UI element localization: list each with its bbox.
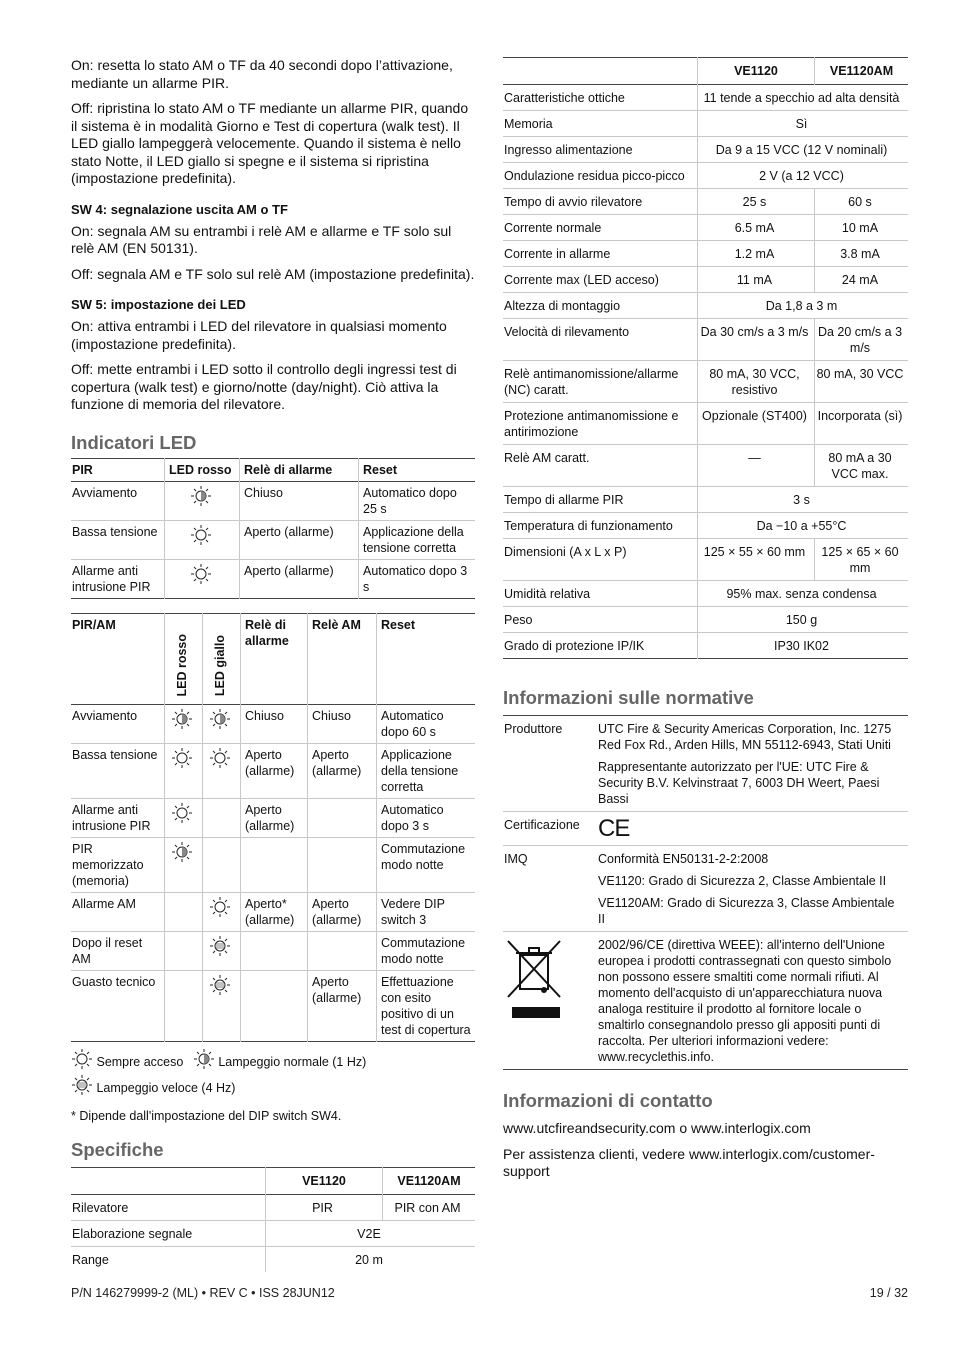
spec-value: 125 × 65 × 60 mm [815, 539, 909, 581]
spec-label: Peso [503, 607, 698, 633]
alarm-cell: Aperto (allarme) [241, 743, 308, 798]
ve1120am-col-header: VE1120AM [815, 58, 909, 85]
eu-representative: Rappresentante autorizzato per l'UE: UTC Fire & Security B.V. Kelvinstraat 7, 6003 DH Weert, Paesi Bassi [598, 760, 880, 806]
am-cell: Aperto (allarme) [308, 743, 377, 798]
sw5-off-text: Off: mette entrambi i LED sotto il controllo degli ingressi test di copertura (walk test) e giorno/notte (day/night). Ciò attiva la funzione di memoria del rilevatore. [71, 361, 457, 412]
table-row [71, 931, 475, 970]
table-row [503, 215, 908, 241]
led-legend [71, 1048, 475, 1100]
alarm-relay-col-header: Relè di allarme [240, 458, 359, 481]
spec-value: 3 s [698, 487, 909, 513]
led-normal-blink-icon [193, 1048, 215, 1070]
row-label: Bassa tensione [71, 520, 165, 559]
spec-value: 80 mA, 30 VCC [815, 361, 909, 403]
relay-cell: Chiuso [240, 481, 359, 520]
alarm-cell [241, 837, 308, 892]
row-label: Allarme anti intrusione PIR [71, 798, 165, 837]
table-row [71, 798, 475, 837]
alarm-cell [241, 931, 308, 970]
spec-value: 11 tende a specchio ad alta densità [698, 85, 909, 111]
table-row [503, 403, 908, 445]
ve1120-col-header: VE1120 [266, 1168, 383, 1195]
am-cell [308, 931, 377, 970]
sw4-title: SW 4: segnalazione uscita AM o TF [71, 201, 288, 217]
reset-cell: Automatico dopo 60 s [377, 704, 476, 743]
spec-heading: Specifiche [71, 1139, 164, 1160]
sw4-off-text: Off: segnala AM e TF solo sul relè AM (impostazione predefinita). [71, 265, 475, 282]
norm-heading: Informazioni sulle normative [503, 687, 754, 708]
am-cell: Aperto (allarme) [308, 970, 377, 1041]
left-column [71, 57, 475, 1272]
table-row [503, 487, 908, 513]
table-row [503, 137, 908, 163]
spec-value: Da −10 a +55°C [698, 513, 909, 539]
ve1120am-col-header: VE1120AM [383, 1168, 476, 1195]
sw3-off-text: Off: ripristina lo stato AM o TF mediante un allarme PIR, quando il sistema è in modalità Giorno e Test di copertura (walk test). Il LED giallo lampeggerà velocemente. Quando il sistema è nello stato Notte, il LED giallo si spegne e il sistema si ripristina (impostazione predefinita). [71, 100, 469, 186]
spec-value: Opzionale (ST400) [698, 403, 815, 445]
alarm-cell: Aperto (allarme) [241, 798, 308, 837]
table-row [71, 970, 475, 1041]
am-relay-col-header: Relè AM [308, 613, 377, 704]
ce-mark-icon: CE [598, 815, 630, 842]
contact-websites[interactable]: www.utcfireandsecurity.com o www.interlogix.com [503, 1120, 811, 1136]
spec-value: 150 g [698, 607, 909, 633]
table-row [503, 445, 908, 487]
table-row [71, 1221, 475, 1247]
spec-label: Relè AM caratt. [503, 445, 698, 487]
imq-ve1120am: VE1120AM: Grado di Sicurezza 3, Classe Ambientale II [598, 896, 895, 926]
imq-label: IMQ [503, 846, 594, 932]
led-steady-icon [171, 747, 193, 769]
weee-bin-icon [504, 937, 566, 1023]
producer-address: UTC Fire & Security Americas Corporation, Inc. 1275 Red Fox Rd., Arden Hills, MN 55112-6943, Stati Uniti [598, 722, 892, 752]
spec-label: Grado di protezione IP/IK [504, 639, 645, 653]
row-label: Bassa tensione [71, 743, 165, 798]
spec-value: 2 V (a 12 VCC) [698, 163, 909, 189]
table-row [503, 513, 908, 539]
spec-value: 1.2 mA [698, 241, 815, 267]
table-row [503, 539, 908, 581]
spec-value: 3.8 mA [815, 241, 909, 267]
row-label: Allarme AM [71, 892, 165, 931]
spec-label: Relè antimanomissione/allarme (NC) caratt. [503, 361, 698, 403]
norm-table [503, 715, 908, 1070]
imq-conformity: Conformità EN50131-2-2:2008 [598, 852, 769, 866]
row-label: Avviamento [71, 704, 165, 743]
table-row [503, 241, 908, 267]
spec-label: Elaborazione segnale [71, 1221, 266, 1247]
spec-value: 125 × 55 × 60 mm [698, 539, 815, 581]
table-row [503, 85, 908, 111]
spec-value: 80 mA a 30 VCC max. [815, 445, 909, 487]
spec-value: Da 20 cm/s a 3 m/s [815, 319, 909, 361]
spec-value: 6.5 mA [698, 215, 815, 241]
table-row [71, 520, 475, 559]
table-row [503, 581, 908, 607]
footer-page-number: 19 / 32 [869, 1286, 908, 1300]
spec-value: 11 mA [698, 267, 815, 293]
spec-label: Dimensioni (A x L x P) [503, 539, 698, 581]
contact-heading: Informazioni di contatto [503, 1090, 713, 1111]
table-row [503, 189, 908, 215]
led-fast-blink-icon [209, 935, 231, 957]
table-row [71, 1195, 475, 1221]
led-fast-blink-icon [71, 1074, 93, 1096]
table-row [503, 293, 908, 319]
reset-col-header: Reset [377, 613, 476, 704]
led-steady-icon [190, 563, 212, 585]
led-normal-blink-icon [171, 708, 193, 730]
table-row [503, 633, 908, 659]
table-row [71, 837, 475, 892]
spec-value: 80 mA, 30 VCC, resistivo [698, 361, 815, 403]
table-row [503, 163, 908, 189]
led-steady-icon [171, 802, 193, 824]
reset-cell: Effettuazione con esito positivo di un test di copertura [377, 970, 476, 1041]
alarm-cell: Chiuso [241, 704, 308, 743]
spec-label: Rilevatore [71, 1195, 266, 1221]
spec-value: Sì [698, 111, 909, 137]
spec-label: Temperatura di funzionamento [503, 513, 698, 539]
spec-value: 25 s [698, 189, 815, 215]
led-normal-blink-icon [171, 841, 193, 863]
relay-cell: Aperto (allarme) [240, 520, 359, 559]
row-label: Dopo il reset AM [71, 931, 165, 970]
spec-label: Altezza di montaggio [503, 293, 698, 319]
row-label: Allarme anti intrusione PIR [72, 563, 151, 594]
spec-label: Tempo di avvio rilevatore [503, 189, 698, 215]
spec-value: Da 30 cm/s a 3 m/s [698, 319, 815, 361]
spec-label: Corrente normale [503, 215, 698, 241]
legend-fast: Lampeggio veloce (4 Hz) [96, 1080, 236, 1095]
contact-support[interactable]: Per assistenza clienti, vedere www.interlogix.com/customer-support [503, 1145, 875, 1179]
am-cell: Chiuso [308, 704, 377, 743]
reset-cell: Applicazione della tensione corretta [359, 520, 476, 559]
spec-value: 60 s [815, 189, 909, 215]
spec-label: Tempo di allarme PIR [503, 487, 698, 513]
reset-cell: Applicazione della tensione corretta [377, 743, 476, 798]
spec-table-left [71, 1167, 475, 1272]
led-steady-icon [190, 524, 212, 546]
reset-cell: Automatico dopo 25 s [359, 481, 476, 520]
sw5-title: SW 5: impostazione dei LED [71, 297, 246, 312]
reset-cell: Automatico dopo 3 s [377, 798, 476, 837]
ve1120-col-header: VE1120 [698, 58, 815, 85]
table-row [503, 111, 908, 137]
led-red-col-header: LED rosso [165, 458, 240, 481]
led-fast-blink-icon [209, 974, 231, 996]
sw5-on-text: On: attiva entrambi i LED del rilevatore in qualsiasi momento (impostazione predefinita). [71, 318, 447, 352]
am-cell [308, 837, 377, 892]
table-row [503, 319, 908, 361]
row-label: Avviamento [71, 481, 165, 520]
spec-label: Range [72, 1253, 109, 1267]
sw3-on-text: On: resetta lo stato AM o TF da 40 secondi dopo l’attivazione, mediante un allarme PIR. [71, 57, 453, 91]
am-cell: Aperto (allarme) [308, 892, 377, 931]
spec-label: Corrente in allarme [503, 241, 698, 267]
table-row [503, 361, 908, 403]
producer-label: Produttore [503, 716, 594, 812]
spec-value: 95% max. senza condensa [698, 581, 909, 607]
led-heading: Indicatori LED [71, 431, 197, 453]
table-row [71, 559, 475, 598]
sw4-on-text: On: segnala AM su entrambi i relè AM e allarme e TF solo sul relè AM (EN 50131). [71, 222, 452, 256]
table-row [503, 607, 908, 633]
spec-value: Da 9 a 15 VCC (12 V nominali) [698, 137, 909, 163]
spec-value: IP30 IK02 [698, 633, 909, 659]
alarm-cell: Aperto* (allarme) [241, 892, 308, 931]
legend-normal: Lampeggio normale (1 Hz) [218, 1054, 367, 1069]
spec-label: Corrente max (LED acceso) [503, 267, 698, 293]
pir-col-header: PIR [72, 462, 93, 477]
row-label: PIR memorizzato (memoria) [71, 837, 165, 892]
spec-value: PIR [266, 1195, 383, 1221]
pir-am-led-table [71, 613, 475, 1042]
reset-col-header: Reset [359, 458, 476, 481]
cert-label: Certificazione [503, 812, 594, 846]
spec-value: — [698, 445, 815, 487]
reset-cell: Vedere DIP switch 3 [377, 892, 476, 931]
imq-ve1120: VE1120: Grado di Sicurezza 2, Classe Ambientale II [598, 874, 887, 888]
spec-value: V2E [266, 1221, 476, 1247]
led-steady-icon [71, 1048, 93, 1070]
led-steady-icon [209, 896, 231, 918]
spec-table-right [503, 57, 908, 659]
led-normal-blink-icon [209, 708, 231, 730]
spec-value: Incorporata (sì) [815, 403, 909, 445]
spec-value: PIR con AM [383, 1195, 476, 1221]
led-red-col-header: LED rosso [175, 633, 189, 697]
legend-steady: Sempre acceso [96, 1054, 184, 1069]
spec-value: Da 1,8 a 3 m [698, 293, 909, 319]
am-cell [308, 798, 377, 837]
right-column [503, 57, 908, 1189]
spec-label: Ingresso alimentazione [503, 137, 698, 163]
reset-cell: Automatico dopo 3 s [359, 559, 476, 598]
table-row [71, 704, 475, 743]
alarm-cell [241, 970, 308, 1041]
spec-label: Caratteristiche ottiche [503, 85, 698, 111]
footnote: * Dipende dall'impostazione del DIP switch SW4. [71, 1108, 342, 1123]
spec-label: Umidità relativa [503, 581, 698, 607]
reset-cell: Commutazione modo notte [377, 837, 476, 892]
spec-label: Memoria [503, 111, 698, 137]
alarm-relay-col-header: Relè di allarme [241, 613, 308, 704]
spec-label: Ondulazione residua picco-picco [503, 163, 698, 189]
led-steady-icon [209, 747, 231, 769]
spec-value: 24 mA [815, 267, 909, 293]
spec-value: 10 mA [815, 215, 909, 241]
table-row [71, 743, 475, 798]
reset-cell: Commutazione modo notte [377, 931, 476, 970]
table-row [71, 892, 475, 931]
table-row [503, 267, 908, 293]
table-row [71, 1247, 475, 1273]
pir-am-col-header: PIR/AM [72, 617, 116, 632]
spec-label: Protezione antimanomissione e antirimozione [503, 403, 698, 445]
pir-led-table [71, 458, 475, 599]
table-row [71, 481, 475, 520]
footer-part-number: P/N 146279999-2 (ML) • REV C • ISS 28JUN12 [71, 1286, 335, 1300]
row-label: Guasto tecnico [72, 974, 156, 989]
led-yellow-col-header: LED giallo [213, 635, 227, 697]
led-normal-blink-icon [190, 485, 212, 507]
weee-text: 2002/96/CE (direttiva WEEE): all'interno dell'Unione europea i prodotti contrassegnati con questo simbolo non possono essere smaltiti come normali rifiuti. Al momento dell'acquisto di un'apparecchiatura nuova analoga restituire il prodotto al fornitore locale o smaltirlo consegnandolo presso gli appositi punti di raccolta. Per ulteriori informazioni vedere: www.recyclethis.info. [598, 938, 892, 1064]
relay-cell: Aperto (allarme) [240, 559, 359, 598]
spec-label: Velocità di rilevamento [503, 319, 698, 361]
spec-value: 20 m [266, 1247, 476, 1273]
